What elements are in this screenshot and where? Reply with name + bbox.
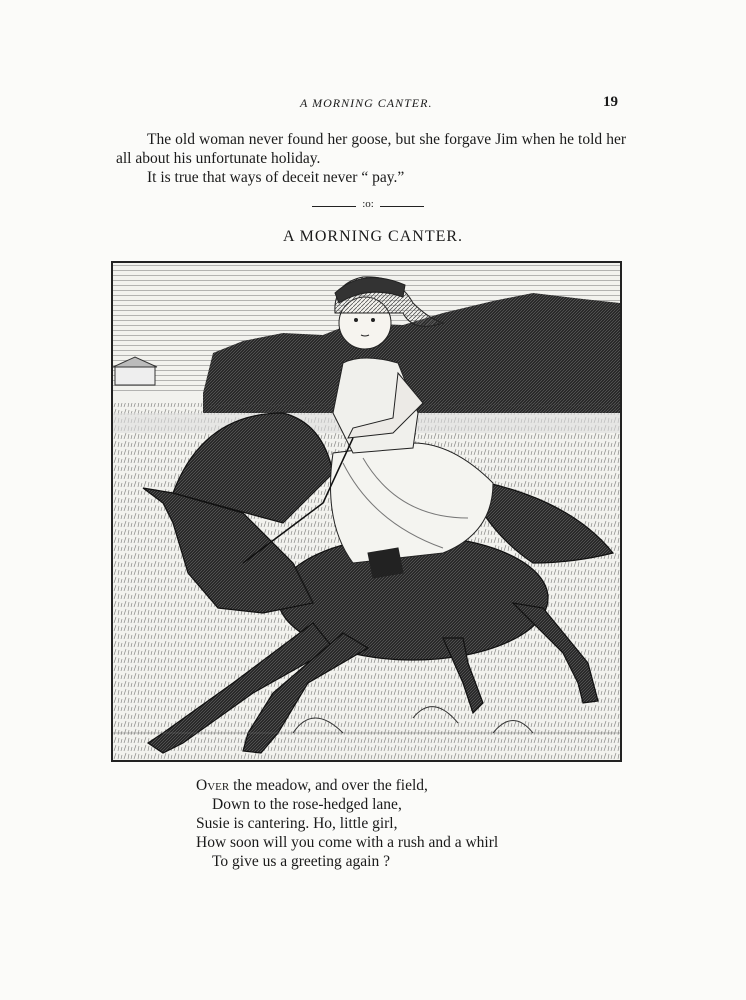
section-title: A MORNING CANTER. [282, 228, 464, 245]
illustration-frame [111, 261, 622, 762]
poem-line: How soon will you come with a rush and a whirl [196, 834, 499, 851]
poem-line: To give us a greeting again ? [212, 853, 390, 870]
separator-rule-left [312, 206, 356, 207]
distant-house [115, 367, 155, 385]
section-separator [312, 198, 424, 214]
paragraph: It is true that ways of deceit never “ pay.” [147, 169, 405, 186]
prose-block [116, 130, 626, 187]
poem-line: Down to the rose-hedged lane, [212, 796, 402, 813]
running-head [0, 96, 746, 118]
poem-line-text: the meadow, and over the field, [229, 777, 428, 794]
paragraph: The old woman never found her goose, but she forgave Jim when he told her all about his unfortunate holiday. [116, 131, 626, 167]
poem-line: Susie is cantering. Ho, little girl, [196, 815, 398, 832]
girl-on-pony-illustration [113, 263, 620, 760]
dropcap-word: Over [196, 777, 230, 794]
separator-mark: :o: [362, 198, 374, 210]
running-title: A MORNING CANTER. [300, 96, 433, 110]
page-number: 19 [603, 94, 618, 110]
poem-line [196, 776, 576, 795]
separator-rule-right [380, 206, 424, 207]
poem [196, 776, 576, 871]
